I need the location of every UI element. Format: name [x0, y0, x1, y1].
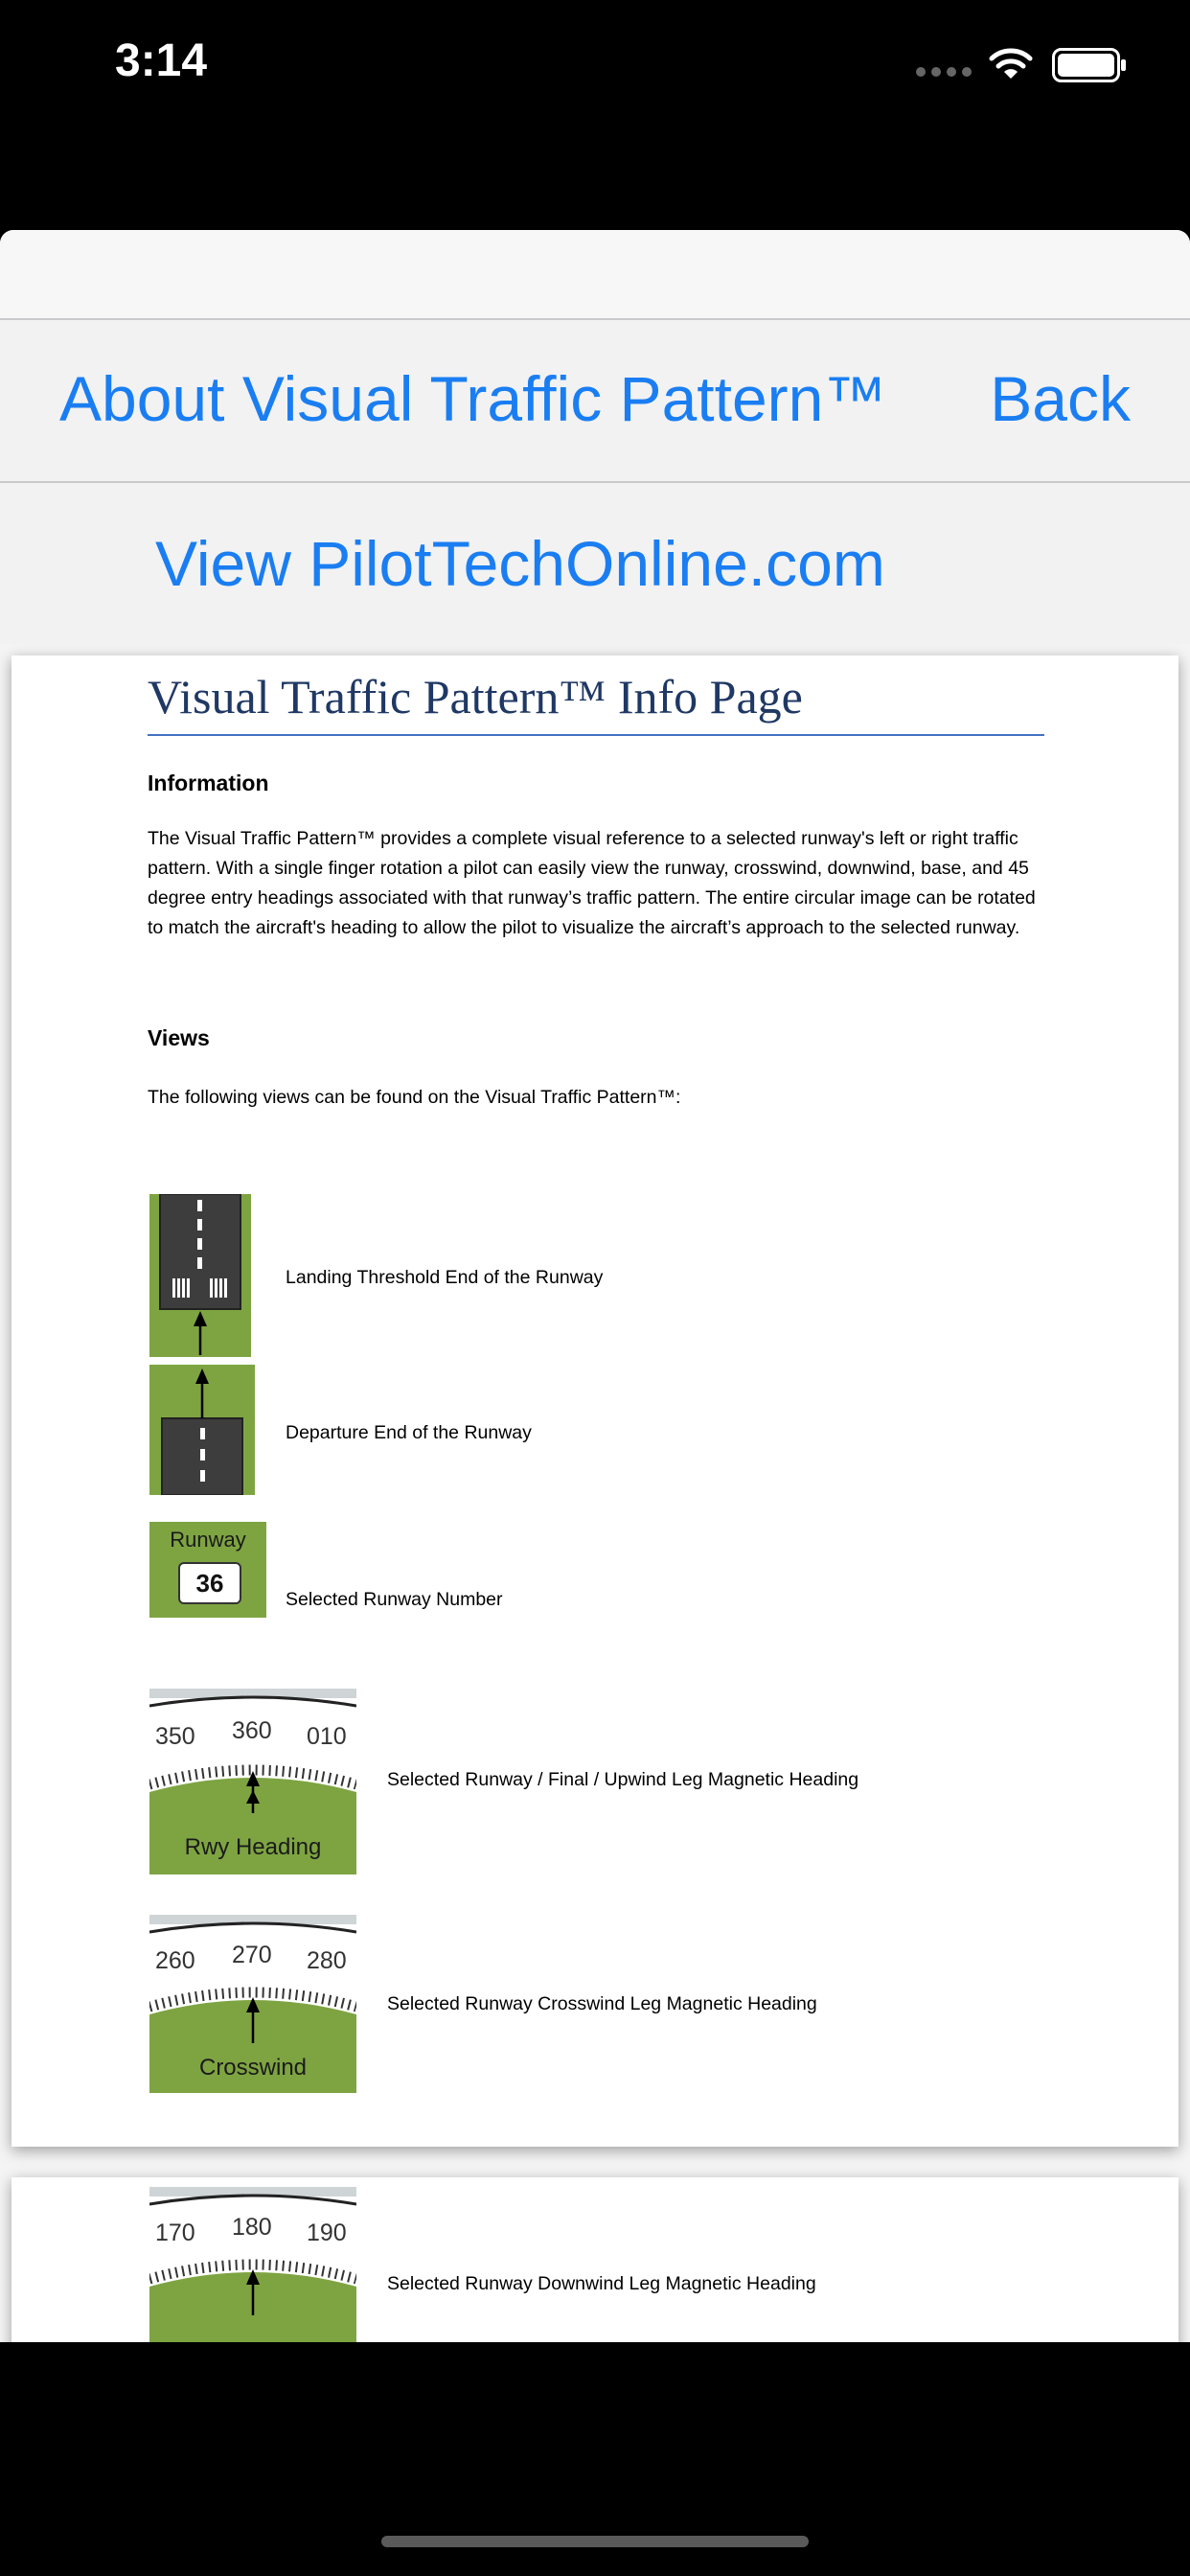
- crosswind-heading-icon: [149, 1915, 356, 2093]
- heading-tick-center: 360: [232, 1717, 272, 1744]
- downwind-tick-left: 170: [155, 2220, 195, 2246]
- cellular-signal-icon: [916, 67, 972, 77]
- runway-number-label: Selected Runway Number: [286, 1589, 503, 1610]
- crosswind-tick-center: 270: [232, 1942, 272, 1968]
- crosswind-tick-right: 280: [307, 1947, 347, 1974]
- heading-tick-right: 010: [307, 1723, 347, 1750]
- runway-number-icon: [149, 1522, 266, 1618]
- downwind-tick-center: 180: [232, 2214, 272, 2241]
- information-heading: Information: [148, 770, 269, 795]
- wifi-icon: [987, 44, 1035, 82]
- document-viewer[interactable]: [0, 644, 1190, 2342]
- document-page: [11, 656, 1179, 2147]
- views-heading: Views: [148, 1025, 210, 1050]
- downwind-heading-icon: [149, 2187, 356, 2342]
- downwind-heading-label: Selected Runway Downwind Leg Magnetic Heading: [387, 2273, 816, 2294]
- departure-end-label: Departure End of the Runway: [286, 1422, 532, 1443]
- downwind-tick-right: 190: [307, 2220, 347, 2246]
- home-indicator[interactable]: [381, 2536, 809, 2547]
- runway-number-value: 36: [178, 1562, 241, 1604]
- departure-end-icon: [149, 1365, 255, 1495]
- status-time: 3:14: [115, 35, 208, 86]
- document-title: Visual Traffic Pattern™ Info Page: [148, 670, 803, 724]
- information-paragraph: The Visual Traffic Pattern™ provides a complete visual reference to a selected runway's left or right traffic pattern. With a single finger rotation a pilot can easily view the runway, crosswind, downwind, base, and 45 degree entry headings associated with that runway’s traffic pattern. The entire circular image can be rotated to match the aircraft's heading to allow the pilot to visualize the aircraft’s approach to the selected runway.: [148, 828, 1036, 938]
- crosswind-caption: Crosswind: [198, 2055, 308, 2081]
- nav-bar: [0, 320, 1190, 483]
- about-link[interactable]: About Visual Traffic Pattern™: [59, 363, 887, 434]
- back-button[interactable]: Back: [990, 363, 1131, 434]
- modal-sheet: [0, 230, 1190, 2342]
- crosswind-tick-left: 260: [155, 1947, 195, 1974]
- heading-tick-left: 350: [155, 1723, 195, 1750]
- title-divider: [148, 734, 1044, 736]
- pilottech-site-link[interactable]: View PilotTechOnline.com: [155, 528, 885, 599]
- runway-heading-icon: [149, 1689, 356, 1874]
- landing-threshold-label: Landing Threshold End of the Runway: [286, 1267, 604, 1288]
- crosswind-heading-label: Selected Runway Crosswind Leg Magnetic Heading: [387, 1993, 817, 2014]
- runway-heading-caption: Rwy Heading: [184, 1834, 322, 1860]
- runway-number-icon-title: Runway: [170, 1528, 246, 1552]
- views-intro: The following views can be found on the Visual Traffic Pattern™:: [148, 1087, 681, 1108]
- status-bar: [0, 0, 1190, 134]
- runway-heading-label: Selected Runway / Final / Upwind Leg Magnetic Heading: [387, 1769, 859, 1790]
- battery-icon: [1052, 48, 1129, 82]
- sheet-header: [0, 230, 1190, 320]
- site-row: [0, 483, 1190, 644]
- document-page-2: [11, 2177, 1179, 2342]
- landing-threshold-icon: [149, 1194, 251, 1357]
